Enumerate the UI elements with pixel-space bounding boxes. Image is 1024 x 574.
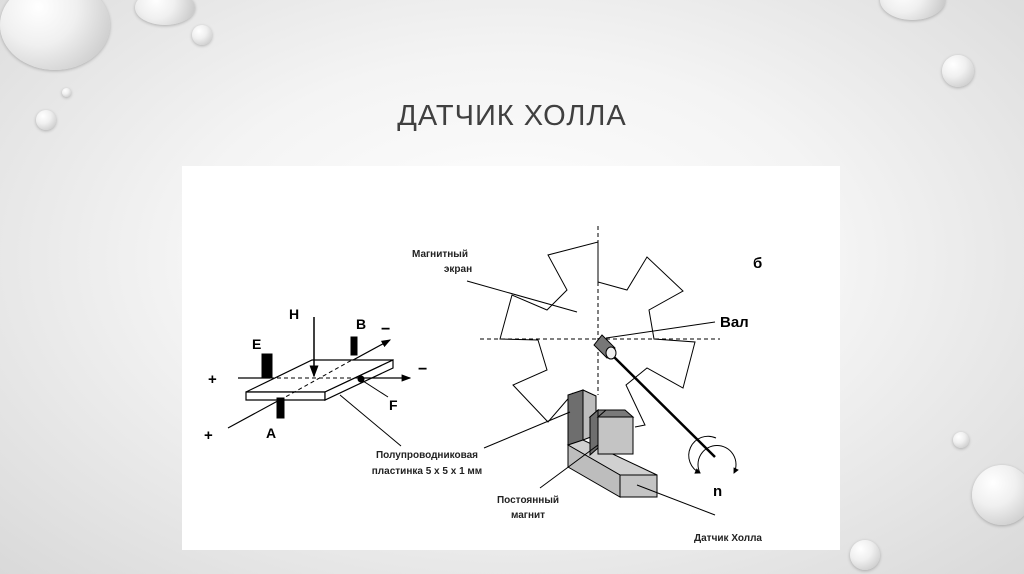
rotor-diagram [467,226,736,515]
label-shaft: Вал [720,314,749,331]
electrode-a [277,398,284,418]
label-a: A [266,425,277,441]
label-f: F [389,397,398,413]
label-plus: + [208,371,217,388]
label-plate: Полупроводниковая [375,450,479,461]
label-b: B [356,316,367,332]
electrode-b [351,337,357,355]
slide-title: ДАТЧИК ХОЛЛА [397,100,627,132]
label-minus: − [381,321,391,338]
label-magnetic-screen: Магнитный [412,249,468,260]
magnet-block-side [568,390,583,445]
label-plate: пластинка 5 x 5 x 1 мм [371,466,483,477]
label-h: H [289,306,300,322]
electrode-e [262,354,272,378]
hall-sensor-block [598,417,633,454]
rotation-arrow [698,446,736,473]
label-magnet: Постоянный [496,495,560,506]
plate-front [246,392,325,400]
label-magnetic-screen: экран [443,264,473,275]
label-hall-sensor: Датчик Холла [694,533,762,544]
label-e: E [252,336,262,352]
label-magnet: магнит [510,510,546,521]
label-rotation: n [713,483,723,500]
panel-label-b: б [753,255,763,272]
label-plus: + [204,427,213,444]
label-minus: − [418,361,428,378]
